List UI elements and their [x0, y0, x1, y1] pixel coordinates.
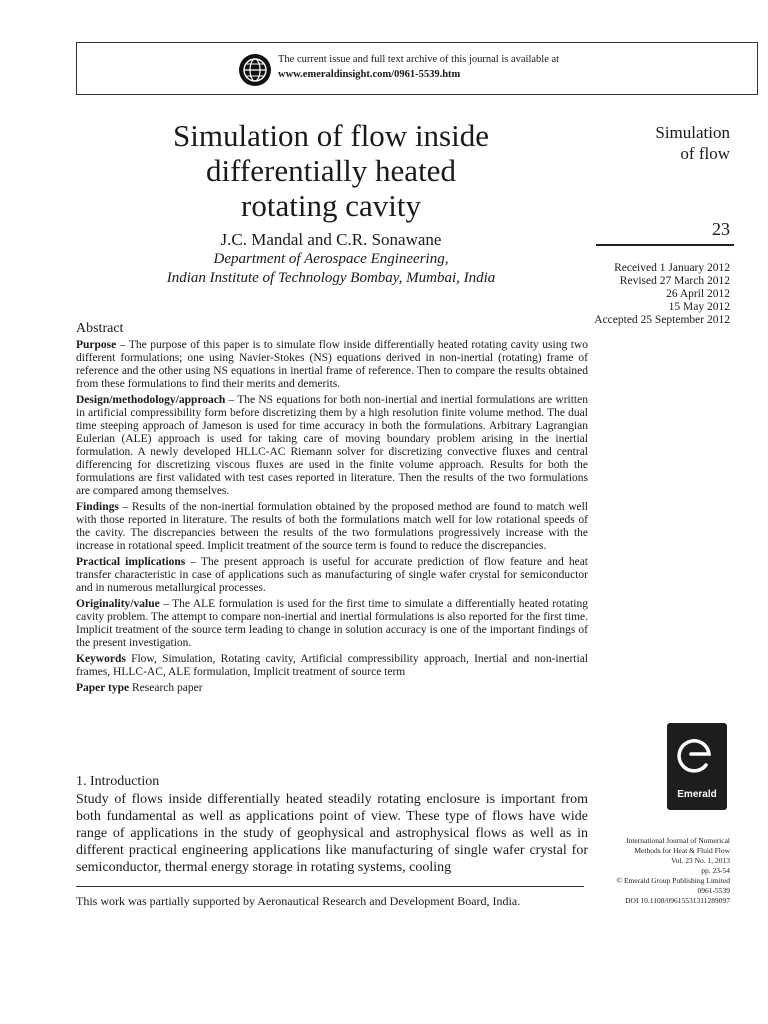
abstract-purpose [76, 339, 588, 391]
title-line: Simulation of flow inside [172, 118, 489, 153]
findings-label: Findings [76, 501, 119, 513]
footnote-divider [76, 886, 584, 887]
journal-info-line: pp. 23-54 [701, 866, 730, 875]
margin-divider [596, 244, 734, 246]
design-label: Design/methodology/approach [76, 394, 226, 406]
paper-title [100, 118, 562, 223]
page-number: 23 [712, 219, 730, 239]
abstract-section [76, 321, 588, 698]
originality-label: Originality/value [76, 598, 160, 610]
emerald-wordmark: Emerald [677, 789, 717, 800]
findings-text: – Results of the non-inertial formulation obtained by the proposed method are found to match well with those reported in literature. The results of both the formulations match well for low rotational speeds of the cavity. The discrepancies between the results of the two formulations progressively increase with the increase in rotational speed. Implicit treatment of the source term is found to reduce the discrepancies. [76, 501, 588, 552]
journal-info-line: © Emerald Group Publishing Limited [616, 876, 730, 885]
submission-dates [580, 262, 730, 327]
abstract-practical [76, 556, 588, 595]
date-line: Received 1 January 2012 [614, 262, 730, 274]
practical-label: Practical implications [76, 556, 186, 568]
running-head [600, 122, 730, 164]
running-head-line: Simulation [655, 123, 730, 142]
emerald-logo [667, 723, 727, 810]
purpose-text: – The purpose of this paper is to simulate flow inside differentially heated rotating cavity using two different formulations; one using Navier-Stokes (NS) equations derived in non-inertial (rotating) frame of reference and the other using NS equations in inertial frame of reference. Then to compare the results obtained from these formulations to find their merits and demerits. [76, 339, 588, 390]
practical-text: – The present approach is useful for accurate prediction of flow feature and heat transfer characteristic in case of applications such as manufacturing of single wafer crystal for semiconductor and in numerous metallurgical processes. [76, 556, 588, 594]
affiliation [100, 250, 562, 288]
affiliation-line: Department of Aerospace Engineering, [213, 251, 449, 267]
date-line: Revised 27 March 2012 [619, 275, 730, 287]
abstract-heading: Abstract [76, 321, 124, 336]
design-text: – The NS equations for both non-inertial and inertial formulations are written in artificial compressibility form before discretizing them by a high resolution finite volume method. The dual time steeping approach of Jameson is used for time accuracy in both the formulations. Arbitrary Lagrangian Eulerian (ALE) approach is used for taking care of moving boundary problem arising in the inertial formulation. A newly developed HLLC-AC Riemann solver for discretizing convective fluxes and central differencing for discretizing viscous fluxes are used in the finite volume approach. Results for both the formulations are first validated with test cases reported in literature. Then the results of the two formulations are compared among themselves. [76, 394, 588, 497]
journal-info-line: Vol. 23 No. 1, 2013 [671, 856, 730, 865]
intro-text: Study of flows inside differentially heated steadily rotating enclosure is important from both fundamental as well as applications point of view. These type of flows have wide range of applications in the study of geophysical and astrophysical flows as well as in different practical engineering applications like manufacturing of single wafer crystal for semiconductor, thermal energy storage in rotating systems, cooling [76, 792, 588, 875]
keywords-label: Keywords [76, 653, 126, 665]
emerald-e-icon [676, 735, 718, 781]
journal-availability-box [76, 42, 758, 95]
introduction-section [76, 774, 588, 876]
journal-info-line: Methods for Heat & Fluid Flow [634, 846, 730, 855]
footnote: This work was partially supported by Aeronautical Research and Development Board, India. [76, 894, 521, 908]
purpose-label: Purpose [76, 339, 117, 351]
paper-type-text: Research paper [129, 682, 203, 694]
availability-text: The current issue and full text archive of this journal is available at [278, 54, 560, 65]
globe-icon [238, 53, 272, 87]
abstract-design [76, 394, 588, 498]
journal-info [580, 836, 730, 906]
affiliation-line: Indian Institute of Technology Bombay, Mumbai, India [166, 270, 496, 286]
journal-url[interactable]: www.emeraldinsight.com/0961-5539.htm [278, 69, 461, 80]
abstract-findings [76, 501, 588, 553]
title-line: differentially heated [206, 153, 456, 188]
intro-heading: 1. Introduction [76, 774, 160, 789]
journal-info-line: 0961-5539 [697, 886, 730, 895]
originality-text: – The ALE formulation is used for the first time to simulate a differentially heated rotating cavity problem. The attempt to compare non-inertial and inertial formulations is also reported for the first time. Implicit treatment of the source term leading to change in solution accuracy is one of the important findings of the present investigation. [76, 598, 588, 649]
keywords-text: Flow, Simulation, Rotating cavity, Artificial compressibility approach, Inertial and non-inertial frames, HLLC-AC, ALE formulation, Implicit treatment of source term [76, 653, 588, 678]
title-line: rotating cavity [241, 188, 421, 223]
running-head-line: of flow [680, 144, 730, 163]
authors: J.C. Mandal and C.R. Sonawane [220, 230, 442, 249]
date-line: 15 May 2012 [668, 301, 730, 313]
abstract-originality [76, 598, 588, 650]
journal-info-line: International Journal of Numerical [626, 836, 730, 845]
paper-type-label: Paper type [76, 682, 130, 694]
abstract-keywords [76, 653, 588, 679]
date-line: 26 April 2012 [666, 288, 730, 300]
abstract-paper-type [76, 682, 588, 695]
journal-info-line: DOI 10.1108/09615531311289097 [625, 896, 730, 905]
date-line: Accepted 25 September 2012 [594, 314, 730, 326]
